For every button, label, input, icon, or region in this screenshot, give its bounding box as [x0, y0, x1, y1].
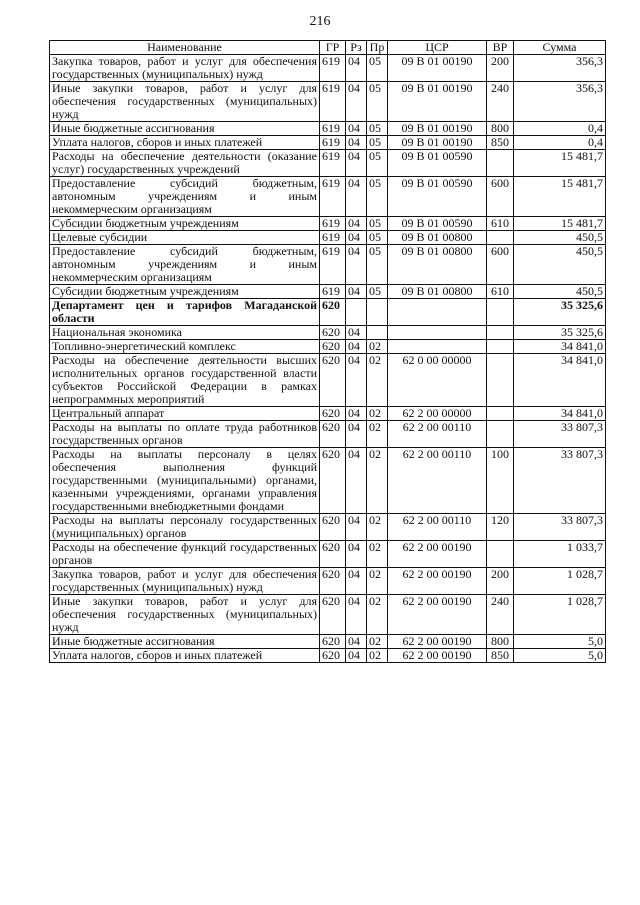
- cell-csr: [388, 326, 487, 340]
- cell-rz: 04: [346, 122, 367, 136]
- cell-gr: 619: [320, 245, 346, 285]
- cell-name: Уплата налогов, сборов и иных платежей: [50, 136, 320, 150]
- header-sum: Сумма: [514, 41, 606, 55]
- cell-gr: 619: [320, 217, 346, 231]
- cell-name: Уплата налогов, сборов и иных платежей: [50, 649, 320, 663]
- cell-rz: 04: [346, 514, 367, 541]
- cell-gr: 620: [320, 568, 346, 595]
- cell-sum: 0,4: [514, 136, 606, 150]
- budget-table: [49, 40, 606, 663]
- cell-name: Субсидии бюджетным учреждениям: [50, 217, 320, 231]
- cell-rz: 04: [346, 595, 367, 635]
- cell-name: Расходы на обеспечение функций государственных органов: [50, 541, 320, 568]
- cell-sum: 34 841,0: [514, 340, 606, 354]
- table-row: [50, 354, 606, 407]
- cell-pr: 05: [367, 82, 388, 122]
- cell-vr: 200: [487, 55, 514, 82]
- cell-csr: 09 В 01 00800: [388, 231, 487, 245]
- cell-gr: 620: [320, 595, 346, 635]
- cell-pr: 05: [367, 231, 388, 245]
- cell-rz: 04: [346, 231, 367, 245]
- header-csr: ЦСР: [388, 41, 487, 55]
- cell-csr: 62 2 00 00190: [388, 568, 487, 595]
- table-row: [50, 177, 606, 217]
- cell-vr: [487, 299, 514, 326]
- cell-gr: 620: [320, 448, 346, 514]
- cell-vr: 200: [487, 568, 514, 595]
- cell-rz: 04: [346, 541, 367, 568]
- cell-csr: 62 2 00 00190: [388, 595, 487, 635]
- cell-gr: 619: [320, 285, 346, 299]
- table-row: [50, 150, 606, 177]
- cell-name: Центральный аппарат: [50, 407, 320, 421]
- cell-sum: 356,3: [514, 55, 606, 82]
- cell-sum: 35 325,6: [514, 299, 606, 326]
- cell-rz: 04: [346, 354, 367, 407]
- table-row: [50, 217, 606, 231]
- cell-rz: 04: [346, 326, 367, 340]
- header-gr: ГР: [320, 41, 346, 55]
- cell-pr: 02: [367, 595, 388, 635]
- cell-gr: 619: [320, 231, 346, 245]
- cell-rz: 04: [346, 217, 367, 231]
- cell-pr: 02: [367, 340, 388, 354]
- table-row: [50, 136, 606, 150]
- cell-csr: 09 В 01 00190: [388, 122, 487, 136]
- cell-gr: 619: [320, 55, 346, 82]
- cell-pr: [367, 299, 388, 326]
- cell-csr: 62 0 00 00000: [388, 354, 487, 407]
- cell-sum: 33 807,3: [514, 448, 606, 514]
- cell-sum: 33 807,3: [514, 421, 606, 448]
- cell-pr: 02: [367, 649, 388, 663]
- cell-vr: 120: [487, 514, 514, 541]
- cell-csr: 62 2 00 00190: [388, 649, 487, 663]
- cell-name: Предоставление субсидий бюджетным, автономным учреждениям и иным некоммерческим организациям: [50, 245, 320, 285]
- cell-pr: 02: [367, 635, 388, 649]
- cell-name: Национальная экономика: [50, 326, 320, 340]
- cell-vr: [487, 340, 514, 354]
- cell-csr: 09 В 01 00190: [388, 55, 487, 82]
- cell-vr: 850: [487, 136, 514, 150]
- cell-gr: 620: [320, 407, 346, 421]
- cell-sum: 450,5: [514, 231, 606, 245]
- cell-pr: 05: [367, 150, 388, 177]
- cell-sum: 1 028,7: [514, 595, 606, 635]
- cell-vr: [487, 407, 514, 421]
- cell-gr: 620: [320, 326, 346, 340]
- cell-pr: 02: [367, 421, 388, 448]
- cell-csr: 09 В 01 00800: [388, 285, 487, 299]
- cell-vr: [487, 541, 514, 568]
- cell-csr: 62 2 00 00190: [388, 541, 487, 568]
- cell-vr: 240: [487, 82, 514, 122]
- cell-name: Иные закупки товаров, работ и услуг для обеспечения государственных (муниципальных) нужд: [50, 595, 320, 635]
- cell-pr: 02: [367, 448, 388, 514]
- cell-pr: [367, 326, 388, 340]
- table-header-row: [50, 41, 606, 55]
- cell-rz: 04: [346, 649, 367, 663]
- cell-csr: 09 В 01 00590: [388, 217, 487, 231]
- cell-vr: 240: [487, 595, 514, 635]
- table-body: [50, 55, 606, 663]
- table-row: [50, 514, 606, 541]
- cell-vr: [487, 150, 514, 177]
- cell-vr: 850: [487, 649, 514, 663]
- cell-name: Целевые субсидии: [50, 231, 320, 245]
- cell-name: Расходы на выплаты персоналу государственных (муниципальных) органов: [50, 514, 320, 541]
- cell-rz: 04: [346, 340, 367, 354]
- cell-pr: 05: [367, 285, 388, 299]
- table-row: [50, 245, 606, 285]
- cell-name: Закупка товаров, работ и услуг для обеспечения государственных (муниципальных) нужд: [50, 568, 320, 595]
- cell-gr: 619: [320, 82, 346, 122]
- cell-rz: 04: [346, 568, 367, 595]
- cell-sum: 15 481,7: [514, 177, 606, 217]
- cell-name: Расходы на обеспечение деятельности высших исполнительных органов государственной власти субъектов Российской Федерации в рамках непрограммных мероприятий: [50, 354, 320, 407]
- cell-csr: [388, 299, 487, 326]
- cell-pr: 05: [367, 245, 388, 285]
- cell-rz: 04: [346, 82, 367, 122]
- table-row: [50, 407, 606, 421]
- cell-name: Расходы на обеспечение деятельности (оказание услуг) государственных учреждений: [50, 150, 320, 177]
- cell-vr: 600: [487, 245, 514, 285]
- table-row: [50, 299, 606, 326]
- cell-pr: 02: [367, 407, 388, 421]
- cell-sum: 33 807,3: [514, 514, 606, 541]
- cell-sum: 356,3: [514, 82, 606, 122]
- cell-pr: 05: [367, 177, 388, 217]
- cell-gr: 620: [320, 635, 346, 649]
- cell-vr: 610: [487, 285, 514, 299]
- cell-csr: 09 В 01 00190: [388, 136, 487, 150]
- table-row: [50, 82, 606, 122]
- cell-gr: 619: [320, 177, 346, 217]
- table-row: [50, 541, 606, 568]
- cell-name: Закупка товаров, работ и услуг для обеспечения государственных (муниципальных) нужд: [50, 55, 320, 82]
- table-row: [50, 122, 606, 136]
- cell-rz: [346, 299, 367, 326]
- cell-csr: 09 В 01 00590: [388, 177, 487, 217]
- table-row: [50, 285, 606, 299]
- table-row: [50, 55, 606, 82]
- cell-gr: 620: [320, 421, 346, 448]
- cell-gr: 620: [320, 649, 346, 663]
- cell-csr: 62 2 00 00190: [388, 635, 487, 649]
- cell-gr: 620: [320, 514, 346, 541]
- cell-pr: 05: [367, 136, 388, 150]
- cell-gr: 619: [320, 150, 346, 177]
- table-row: [50, 635, 606, 649]
- cell-sum: 450,5: [514, 285, 606, 299]
- cell-sum: 450,5: [514, 245, 606, 285]
- header-name: Наименование: [50, 41, 320, 55]
- cell-name: Иные закупки товаров, работ и услуг для обеспечения государственных (муниципальных) нужд: [50, 82, 320, 122]
- cell-gr: 619: [320, 122, 346, 136]
- cell-name: Департамент цен и тарифов Магаданской области: [50, 299, 320, 326]
- cell-rz: 04: [346, 55, 367, 82]
- cell-gr: 620: [320, 340, 346, 354]
- cell-csr: 62 2 00 00110: [388, 421, 487, 448]
- cell-rz: 04: [346, 448, 367, 514]
- cell-rz: 04: [346, 407, 367, 421]
- cell-rz: 04: [346, 136, 367, 150]
- cell-csr: [388, 340, 487, 354]
- cell-vr: 610: [487, 217, 514, 231]
- cell-gr: 620: [320, 299, 346, 326]
- cell-pr: 02: [367, 354, 388, 407]
- cell-sum: 5,0: [514, 635, 606, 649]
- cell-pr: 02: [367, 541, 388, 568]
- cell-sum: 1 028,7: [514, 568, 606, 595]
- cell-vr: 600: [487, 177, 514, 217]
- header-pr: Пр: [367, 41, 388, 55]
- cell-vr: 100: [487, 448, 514, 514]
- cell-name: Иные бюджетные ассигнования: [50, 635, 320, 649]
- cell-rz: 04: [346, 635, 367, 649]
- cell-pr: 02: [367, 514, 388, 541]
- cell-sum: 0,4: [514, 122, 606, 136]
- header-rz: Рз: [346, 41, 367, 55]
- cell-name: Предоставление субсидий бюджетным, автономным учреждениям и иным некоммерческим организациям: [50, 177, 320, 217]
- cell-vr: [487, 421, 514, 448]
- table-row: [50, 421, 606, 448]
- table-row: [50, 568, 606, 595]
- cell-sum: 5,0: [514, 649, 606, 663]
- cell-csr: 62 2 00 00110: [388, 514, 487, 541]
- cell-sum: 15 481,7: [514, 150, 606, 177]
- cell-vr: [487, 354, 514, 407]
- cell-sum: 35 325,6: [514, 326, 606, 340]
- cell-vr: 800: [487, 635, 514, 649]
- cell-sum: 15 481,7: [514, 217, 606, 231]
- cell-csr: 09 В 01 00190: [388, 82, 487, 122]
- cell-csr: 62 2 00 00000: [388, 407, 487, 421]
- cell-gr: 620: [320, 541, 346, 568]
- cell-sum: 34 841,0: [514, 407, 606, 421]
- cell-csr: 09 В 01 00800: [388, 245, 487, 285]
- page-number: 216: [309, 14, 331, 29]
- cell-csr: 62 2 00 00110: [388, 448, 487, 514]
- cell-rz: 04: [346, 177, 367, 217]
- cell-name: Расходы на выплаты персоналу в целях обеспечения выполнения функций государственными (муниципальными) органами, казенными учреждениями, органами управления государственными внебюджетными фондами: [50, 448, 320, 514]
- table-row: [50, 326, 606, 340]
- cell-rz: 04: [346, 150, 367, 177]
- table-row: [50, 595, 606, 635]
- header-vr: ВР: [487, 41, 514, 55]
- cell-name: Иные бюджетные ассигнования: [50, 122, 320, 136]
- cell-pr: 02: [367, 568, 388, 595]
- cell-name: Расходы на выплаты по оплате труда работников государственных органов: [50, 421, 320, 448]
- cell-csr: 09 В 01 00590: [388, 150, 487, 177]
- table-row: [50, 448, 606, 514]
- cell-name: Топливно-энергетический комплекс: [50, 340, 320, 354]
- cell-rz: 04: [346, 245, 367, 285]
- cell-pr: 05: [367, 217, 388, 231]
- cell-vr: [487, 326, 514, 340]
- cell-sum: 1 033,7: [514, 541, 606, 568]
- table-row: [50, 340, 606, 354]
- cell-vr: [487, 231, 514, 245]
- cell-pr: 05: [367, 55, 388, 82]
- cell-rz: 04: [346, 285, 367, 299]
- cell-rz: 04: [346, 421, 367, 448]
- cell-gr: 619: [320, 136, 346, 150]
- cell-sum: 34 841,0: [514, 354, 606, 407]
- cell-name: Субсидии бюджетным учреждениям: [50, 285, 320, 299]
- cell-vr: 800: [487, 122, 514, 136]
- cell-pr: 05: [367, 122, 388, 136]
- table-row: [50, 649, 606, 663]
- table-row: [50, 231, 606, 245]
- cell-gr: 620: [320, 354, 346, 407]
